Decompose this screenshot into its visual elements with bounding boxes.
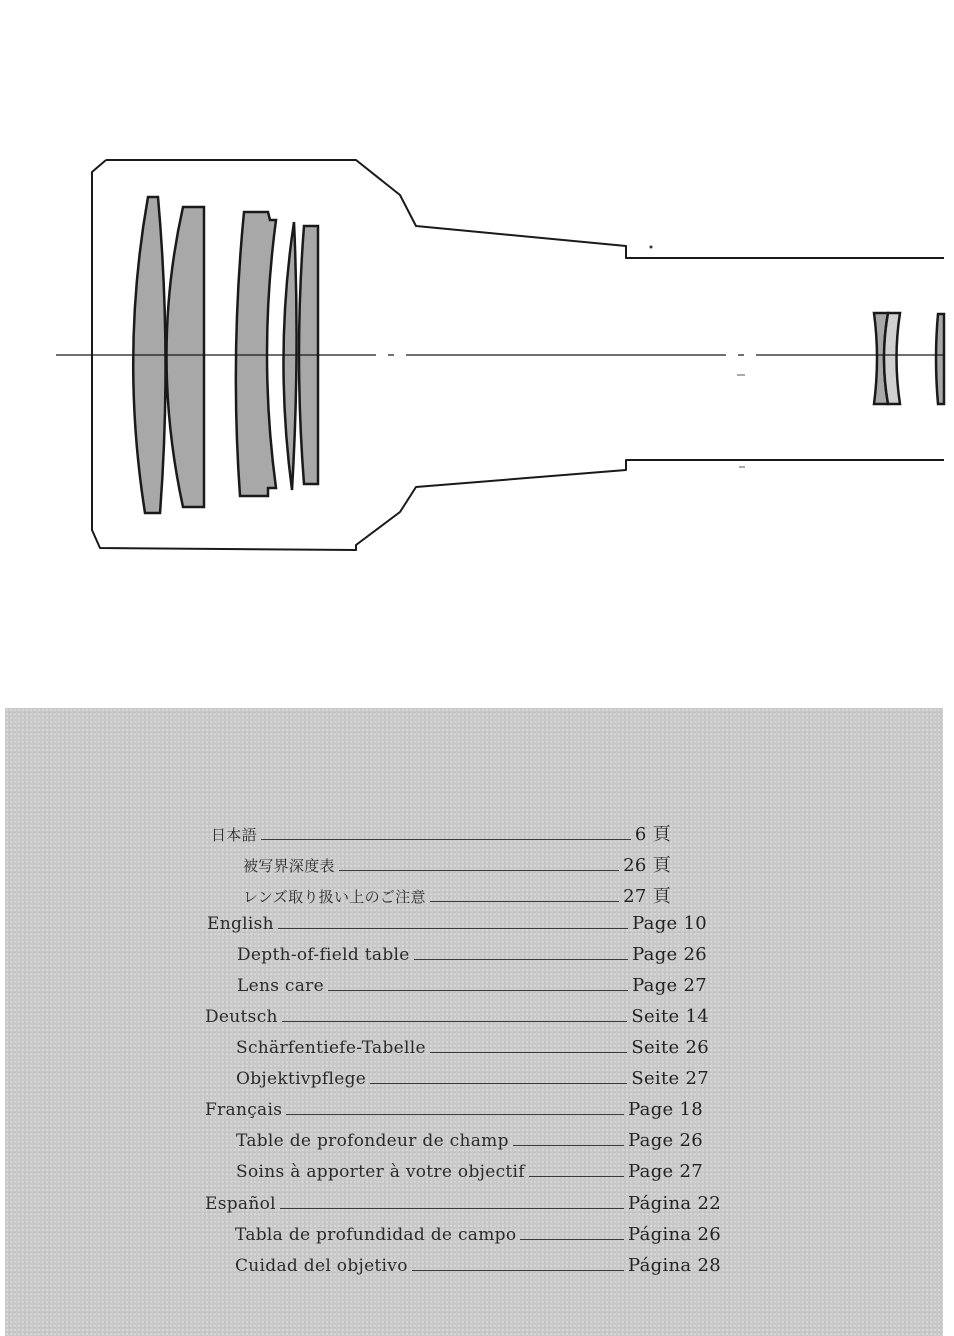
toc-label: Depth-of-field table	[237, 945, 410, 965]
toc-entry-deutsch-dof	[236, 1037, 709, 1063]
toc-entry-japanese-dof	[243, 851, 671, 877]
lens-element-4	[283, 222, 296, 490]
toc-page-number: Página 28	[628, 1255, 721, 1276]
toc-entry-japanese-care	[243, 882, 671, 908]
toc-entry-english	[207, 913, 707, 939]
toc-leader-line	[282, 1021, 628, 1022]
toc-page-number: Page 26	[628, 1130, 703, 1151]
toc-entry-francais	[205, 1099, 703, 1125]
rear-lens-element-b	[884, 313, 900, 404]
toc-leader-line	[513, 1145, 624, 1146]
table-of-contents-list	[5, 708, 943, 1336]
toc-leader-line	[280, 1208, 624, 1209]
toc-label: Français	[205, 1100, 283, 1120]
toc-entry-espanol-care	[235, 1255, 721, 1281]
toc-leader-line	[414, 959, 628, 960]
toc-page-number: Page 27	[632, 975, 707, 996]
toc-leader-line	[328, 990, 628, 991]
toc-label: レンズ取り扱い上のご注意	[243, 888, 426, 906]
toc-label: Soins à apporter à votre objectif	[236, 1162, 525, 1182]
toc-page-number: 26 頁	[623, 855, 671, 876]
toc-leader-line	[412, 1270, 624, 1271]
rear-lens-element-c	[936, 314, 944, 404]
toc-entry-english-care	[237, 975, 707, 1001]
toc-page-number: Page 10	[632, 913, 707, 934]
toc-page-number: 27 頁	[623, 886, 671, 907]
toc-leader-line	[339, 870, 619, 871]
table-of-contents-panel	[5, 708, 943, 1336]
speck-mark	[650, 246, 653, 249]
toc-entry-francais-dof	[236, 1130, 703, 1156]
toc-label: Deutsch	[205, 1007, 278, 1027]
toc-page-number: Seite 26	[631, 1037, 709, 1058]
toc-label: Tabla de profundidad de campo	[235, 1225, 517, 1245]
toc-label: Table de profondeur de champ	[236, 1131, 509, 1151]
toc-entry-deutsch-care	[236, 1068, 709, 1094]
toc-page-number: Seite 27	[631, 1068, 709, 1089]
toc-leader-line	[370, 1083, 627, 1084]
toc-label: Lens care	[237, 976, 324, 996]
toc-page-number: Página 26	[628, 1224, 721, 1245]
toc-entry-espanol-dof	[235, 1224, 721, 1250]
toc-leader-line	[430, 901, 619, 902]
toc-label: Español	[205, 1194, 276, 1214]
toc-entry-espanol	[205, 1193, 721, 1219]
toc-page-number: Page 18	[628, 1099, 703, 1120]
toc-label: Objektivpflege	[236, 1069, 367, 1089]
toc-entry-deutsch	[205, 1006, 709, 1032]
toc-leader-line	[430, 1052, 628, 1053]
toc-leader-line	[286, 1114, 624, 1115]
toc-leader-line	[278, 928, 628, 929]
toc-page-number: 6 頁	[634, 824, 671, 845]
toc-label: 被写界深度表	[243, 857, 335, 875]
toc-entry-japanese	[211, 820, 671, 846]
lens-element-2	[167, 207, 205, 507]
toc-leader-line	[520, 1239, 624, 1240]
toc-label: English	[207, 914, 274, 934]
toc-entry-francais-care	[236, 1161, 703, 1187]
toc-label: 日本語	[211, 826, 257, 844]
lens-element-3	[236, 212, 276, 496]
toc-page-number: Page 27	[628, 1161, 703, 1182]
toc-label: Schärfentiefe-Tabelle	[236, 1038, 426, 1058]
toc-page-number: Página 22	[628, 1193, 721, 1214]
toc-entry-english-dof	[237, 944, 707, 970]
toc-page-number: Page 26	[632, 944, 707, 965]
toc-label: Cuidad del objetivo	[235, 1256, 408, 1276]
toc-leader-line	[529, 1176, 624, 1177]
toc-leader-line	[261, 839, 631, 840]
toc-page-number: Seite 14	[631, 1006, 709, 1027]
